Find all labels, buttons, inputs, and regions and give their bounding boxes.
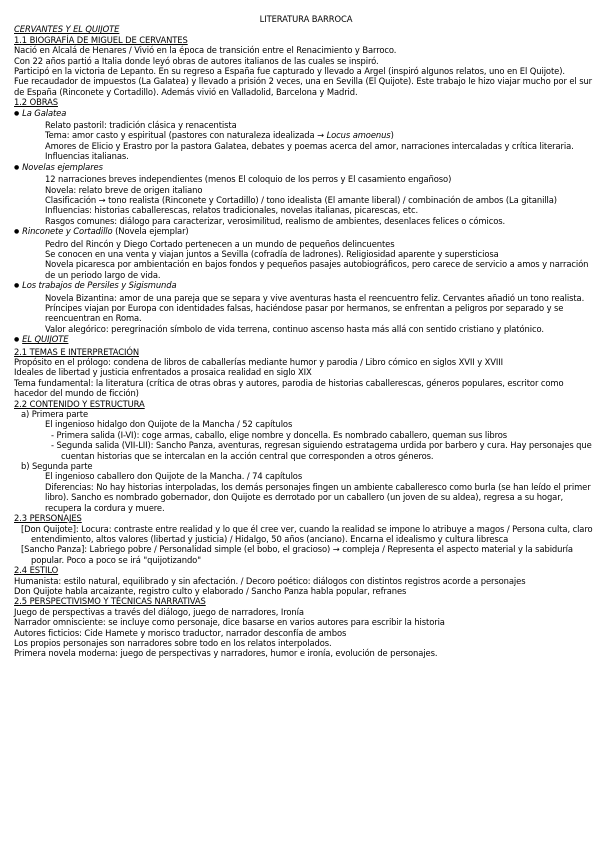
text-line — [14, 66, 598, 76]
bullet-item — [14, 334, 598, 346]
text-line — [14, 628, 598, 638]
text-line — [14, 76, 598, 97]
text-line — [14, 56, 598, 66]
indented-line — [14, 482, 598, 513]
line-text: El ingenioso hidalgo don Quijote de la Mancha / 52 capítulos — [45, 419, 293, 430]
line-text: Nació en Alcalá de Henares / Vivió en la época de transición entre el Renacimiento y Barroco. — [14, 45, 397, 56]
line-text: Novelas ejemplares — [22, 161, 103, 172]
indented-line — [14, 216, 598, 226]
line-tail: (Novela ejemplar) — [112, 226, 189, 237]
character-entry — [14, 544, 598, 565]
indented-line — [14, 185, 598, 195]
line-text: Los trabajos de Persiles y Sigismunda — [22, 280, 177, 291]
line-text: 2.4 ESTILO — [14, 565, 59, 576]
text-line — [14, 607, 598, 617]
line-text: 2.1 TEMAS E INTERPRETACIÓN — [14, 346, 140, 357]
dash-item — [14, 440, 598, 461]
line-text: Participó en la victoria de Lepanto. En su regreso a España fue capturado y llevado a Argel (inspiró algunos relatos, uno en El Quijote). — [14, 66, 565, 77]
line-text: 2.3 PERSONAJES — [14, 513, 82, 524]
line-text: 12 narraciones breves independientes (menos El coloquio de los perros y El casamiento engañoso) — [45, 174, 452, 185]
line-text: EL QUIJOTE — [22, 334, 69, 345]
italic-term: Locus amoenus — [326, 130, 391, 141]
text-line — [14, 45, 598, 55]
line-text: Propósito en el prólogo: condena de libros de caballerías mediante humor y parodia / Libro cómico en siglos XVII y XVIII — [14, 357, 503, 367]
line-text: 1.2 OBRAS — [14, 97, 58, 108]
line-text: - Segunda salida (VII-LII): Sancho Panza, aventuras, regresan siguiendo estratagema urdida por barbero y cura. Hay personajes que cuentan historias que se intercalan en la acción central que corresponden a otros géneros. — [51, 440, 592, 461]
line-text: Novela picaresca por ambientación en bajos fondos y pequeños pasajes autobiográficos, pero carece de servicio a amos y narración de un periodo largo de vida. — [45, 259, 589, 280]
indented-line — [14, 141, 598, 162]
indented-line — [14, 259, 598, 280]
indented-line — [14, 120, 598, 130]
line-text: Amores de Elicio y Erastro por la pastora Galatea, debates y poemas acerca del amor, narraciones intercaladas y crítica literaria. Influencias italianas. — [45, 140, 574, 162]
bullet-item — [14, 280, 598, 292]
indented-line — [14, 324, 598, 334]
line-text: a) Primera parte — [21, 409, 89, 420]
section-heading — [14, 35, 598, 45]
section-heading — [14, 596, 598, 606]
line-text: 2.2 CONTENIDO Y ESTRUCTURA — [14, 398, 145, 409]
line-text: Rasgos comunes: diálogo para caracterizar, verosimilitud, realismo de ambientes, desenlaces felices o cómicos. — [45, 215, 506, 226]
text-line — [14, 357, 598, 367]
line-text: [Sancho Panza]: Labriego pobre / Personalidad simple (el bobo, el gracioso) → compleja / Representa el aspecto material y la sabiduría popular. Poco a poco se irá "quijotizando" — [21, 544, 573, 565]
text-line — [14, 648, 598, 658]
line-text: b) Segunda parte — [21, 461, 93, 472]
line-text: El ingenioso caballero don Quijote de la Mancha. / 74 capítulos — [45, 471, 303, 482]
section-heading — [14, 399, 598, 409]
line-text: Relato pastoril: tradición clásica y renacentista — [45, 120, 237, 131]
indented-line — [14, 293, 598, 303]
section-heading — [14, 97, 598, 107]
bullet-item — [14, 108, 598, 120]
line-text: Humanista: estilo natural, equilibrado y sin afectación. / Decoro poético: diálogos con distintos registros acorde a personajes — [14, 575, 526, 586]
indented-line — [14, 239, 598, 249]
section-heading — [14, 513, 598, 523]
line-text: Primera novela moderna: juego de perspectivas y narradores, humor e ironía, evolución de personajes. — [14, 648, 438, 659]
line-text: Con 22 años partió a Italia donde leyó obras de autores italianos de las cuales se inspiró. — [14, 55, 379, 66]
line-text: [Don Quijote]: Locura: contraste entre realidad y lo que él cree ver, cuando la realidad se impone lo atribuye a magos / Persona culta, claro entendimiento, altos valores (libertad y justicia) / Hidalgo, 50 años (anciano). Encarna el idealismo y cultura libresca — [21, 523, 593, 544]
line-text: Juego de perspectivas a través del diálogo, juego de narradores, Ironía — [14, 606, 304, 617]
text-line — [14, 617, 598, 627]
line-text: Los propios personajes son narradores sobre todo en los relatos interpolados. — [14, 637, 332, 648]
document-body — [14, 24, 598, 658]
line-text: Novela: relato breve de origen italiano — [45, 184, 203, 195]
indented-line — [14, 303, 598, 324]
indented-line — [14, 195, 598, 205]
character-entry — [14, 524, 598, 545]
text-line — [14, 576, 598, 586]
line-text: Pedro del Rincón y Diego Cortado pertenecen a un mundo de pequeños delincuentes — [45, 238, 395, 249]
line-text: 1.1 BIOGRAFÍA DE MIGUEL DE CERVANTES — [14, 34, 188, 45]
line-text: Autores ficticios: Cide Hamete y morisco traductor, narrador desconfía de ambos — [14, 627, 347, 638]
dash-item — [14, 430, 598, 440]
line-text: Príncipes viajan por Europa con identidades falsas, haciéndose pasar por hermanos, se enfrentan a peligros por separado y se reencuentran en Roma. — [45, 302, 564, 324]
line-text: 2.5 PERSPECTIVISMO Y TÉCNICAS NARRATIVAS — [14, 596, 206, 607]
indented-line — [14, 205, 598, 215]
section-heading — [14, 347, 598, 357]
line-text: Tema: amor casto y espiritual (pastores con naturaleza idealizada → — [45, 130, 327, 141]
text-line — [14, 638, 598, 648]
bullet-item — [14, 162, 598, 174]
bullet-item — [14, 226, 598, 238]
line-text: Diferencias: No hay historias interpoladas, los demás personajes fingen un ambiente caballeresco como burla (se han leído el primer libro). Sancho es nombrado gobernador, don Quijote es derrotado por un caballero (un joven de su aldea), regresa a su hogar, recupera la cordura y muere. — [45, 481, 591, 513]
line-text: Valor alegórico: peregrinación símbolo de vida terrena, continuo ascenso hasta más allá con sentido cristiano y platónico. — [45, 323, 544, 334]
line-text: Rinconete y Cortadillo — [22, 226, 113, 237]
line-text: Fue recaudador de impuestos (La Galatea) y llevado a prisión 2 veces, una en Sevilla (El Quijote). Este trabajo le hizo viajar mucho por el sur de España (Rinconete y Cortadillo). Además vivió en Valladolid, Barcelona y Madrid. — [14, 76, 593, 97]
indented-line — [14, 419, 598, 429]
line-tail: ) — [390, 130, 394, 141]
indented-line — [14, 130, 598, 140]
section-heading — [14, 24, 598, 34]
indented-line — [14, 471, 598, 481]
indented-line — [14, 174, 598, 184]
line-text: Don Quijote habla arcaizante, registro culto y elaborado / Sancho Panza habla popular, refranes — [14, 585, 407, 596]
line-text: Se conocen en una venta y viajan juntos a Sevilla (cofradía de ladrones). Religiosidad aparente y supersticiosa — [45, 248, 499, 259]
line-text: CERVANTES Y EL QUIJOTE — [14, 24, 120, 35]
list-label — [14, 461, 598, 471]
line-text: Novela Bizantina: amor de una pareja que se separa y vive aventuras hasta el reencuentro feliz. Cervantes añadió un tono realista. — [45, 292, 585, 303]
line-text: Influencias: historias caballerescas, relatos tradicionales, novelas italianas, picarescas, etc. — [45, 205, 419, 216]
section-heading — [14, 565, 598, 575]
line-text: Narrador omnisciente: se incluye como personaje, dice basarse en varios autores para escribir la historia — [14, 617, 445, 628]
text-line — [14, 586, 598, 596]
line-text: Tema fundamental: la literatura (crítica de otras obras y autores, parodia de historias caballerescas, géneros populares, escritor como hacedor del mundo de ficción) — [14, 377, 564, 399]
line-text: - Primera salida (I-VI): coge armas, caballo, elige nombre y doncella. Es nombrado caballero, queman sus libros — [51, 429, 508, 440]
indented-line — [14, 249, 598, 259]
document-title: LITERATURA BARROCA — [259, 14, 353, 24]
line-text: La Galatea — [22, 107, 67, 118]
text-line — [14, 378, 598, 399]
line-text: Ideales de libertad y justicia enfrentados a prosaica realidad en siglo XIX — [14, 367, 312, 378]
list-label — [14, 409, 598, 419]
line-text: Clasificación → tono realista (Rinconete y Cortadillo) / tono idealista (El amante liberal) / combinación de ambos (La gitanilla) — [45, 194, 557, 205]
text-line — [14, 367, 598, 377]
